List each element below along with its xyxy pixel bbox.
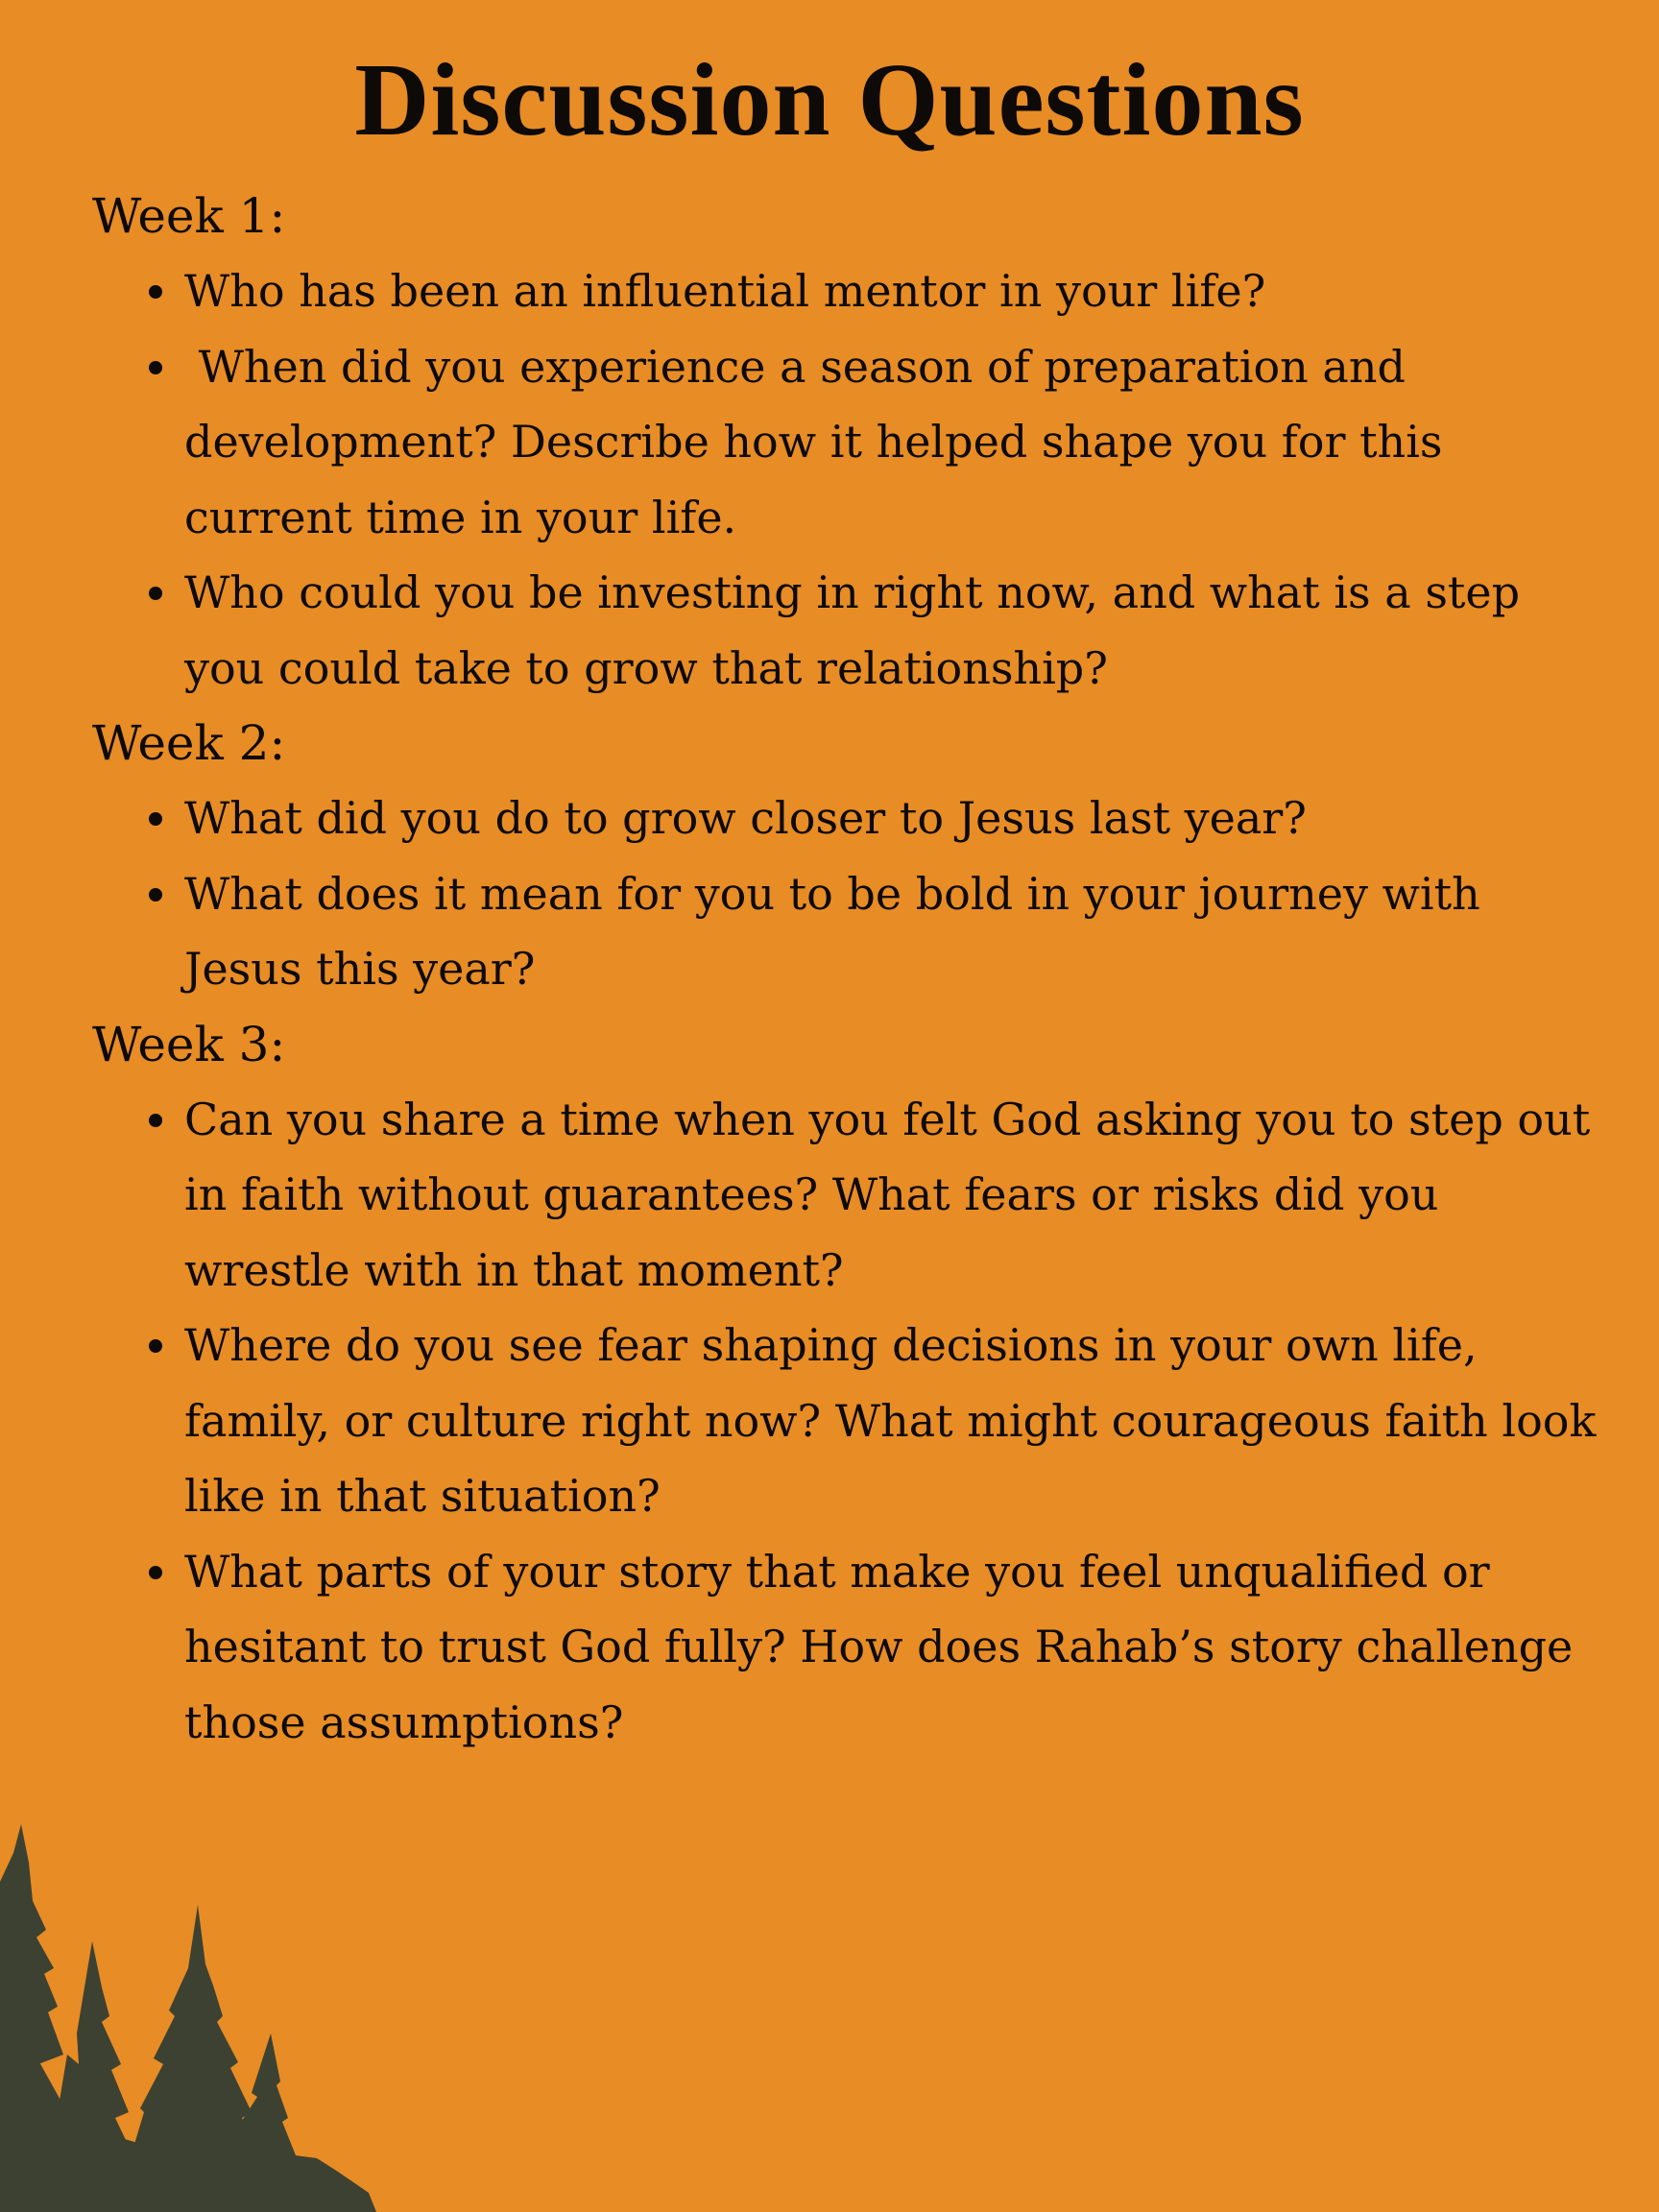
question-list (92, 781, 1609, 1007)
question-list (92, 253, 1609, 706)
week-section (92, 1007, 1609, 1761)
question-text: What parts of your story that make you feel unqualified or hesitant to trust God fully? How does Rahab’s story challenge those assumptions? (184, 1545, 1574, 1748)
question-text: When did you experience a season of preparation and development? Describe how it helped shape you for this current time in your life. (184, 340, 1457, 543)
bullet-icon (149, 361, 162, 374)
question-item (184, 856, 1605, 1007)
week-heading: Week 3: (92, 1016, 286, 1072)
question-text: What did you do to grow closer to Jesus last year? (184, 792, 1307, 844)
week-section (92, 179, 1609, 706)
bullet-icon (149, 812, 162, 826)
question-item (184, 1534, 1605, 1761)
bullet-icon (149, 1339, 162, 1353)
week-section (92, 706, 1609, 1007)
page-title: Discussion Questions (354, 43, 1305, 157)
bullet-icon (149, 888, 162, 902)
bullet-icon (149, 587, 162, 600)
question-text: What does it mean for you to be bold in your journey with Jesus this year? (184, 867, 1480, 995)
question-item (184, 555, 1605, 706)
question-item (184, 1308, 1605, 1534)
question-text: Who could you be investing in right now, and what is a step you could take to grow that relationship? (184, 566, 1521, 694)
question-list (92, 1082, 1609, 1761)
bullet-icon (149, 285, 162, 299)
question-text: Who has been an influential mentor in your life? (184, 265, 1266, 317)
question-item (184, 329, 1605, 556)
question-item (184, 253, 1605, 329)
pine-trees-icon (0, 1824, 384, 2212)
week-heading: Week 1: (92, 188, 286, 244)
week-heading: Week 2: (92, 715, 286, 771)
question-item (184, 1082, 1605, 1309)
bullet-icon (149, 1566, 162, 1579)
bullet-icon (149, 1114, 162, 1127)
question-text: Where do you see fear shaping decisions in your own life, family, or culture right now? What might courageous faith look like in that situation? (184, 1319, 1597, 1522)
discussion-content (92, 179, 1609, 1760)
question-item (184, 781, 1605, 856)
question-text: Can you share a time when you felt God asking you to step out in faith without guarantees? What fears or risks did you wrestle with in that moment? (184, 1093, 1591, 1296)
